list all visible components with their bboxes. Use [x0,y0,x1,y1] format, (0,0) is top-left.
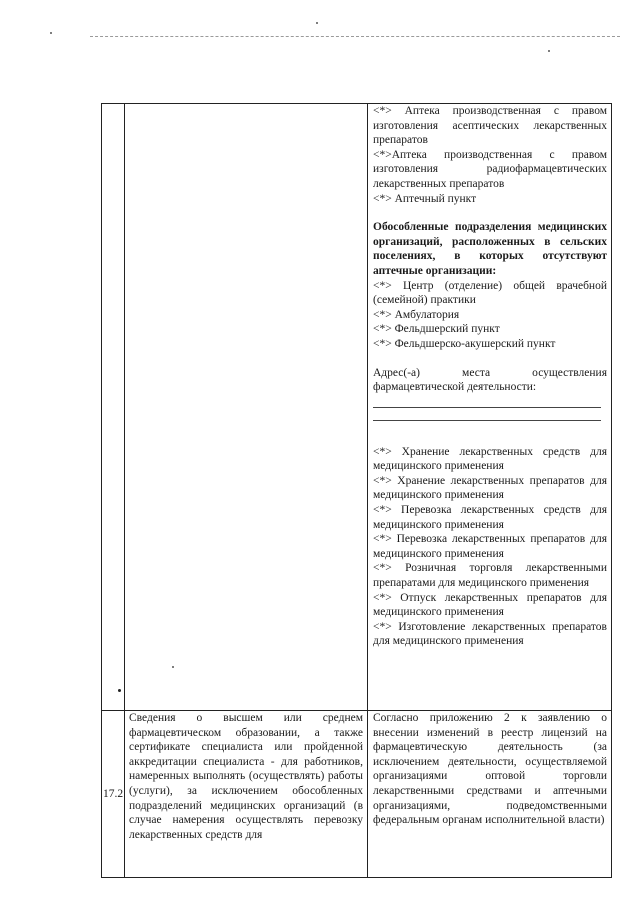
row-description [125,711,368,878]
row-description-text: Сведения о высшем или среднем фармацевтическом образовании, а также сертификате специалиста или пройденной аккредитации специалиста - для работников, намеренных выполнять (осуществлять) работы (услуги), за исключением обособленных подразделений медицинских организаций (в случае намерения осуществлять перевозку лекарственных средств для [129,712,363,841]
address-label: Адрес(-а) места осуществления фармацевтической деятельности: [373,366,607,394]
scan-speck [50,32,52,34]
address-blank-line [373,395,601,408]
scan-speck [548,50,550,52]
subdivision-item: <*> Фельдшерско-акушерский пункт [373,337,556,350]
row-value [368,711,612,878]
subdivision-item: <*> Фельдшерский пункт [373,323,500,336]
work-item: <*> Перевозка лекарственных препаратов для медицинского применения [373,533,607,560]
subdivision-item: <*> Центр (отделение) общей врачебной (семейной) практики [373,279,607,307]
subdivision-item: <*> Амбулатория [373,308,460,321]
work-item: <*> Хранение лекарственных средств для медицинского применения [373,445,607,473]
activity-item: <*> Аптечный пункт [373,192,477,205]
subdivisions-heading: Обособленные подразделения медицинских организаций, расположенных в сельских поселениях, в которых отсутствуют аптечные организации: [373,221,607,277]
work-item: <*> Хранение лекарственных препаратов для медицинского применения [373,474,607,502]
scan-mark [118,689,121,692]
address-blank-line [373,408,601,421]
work-item: <*> Перевозка лекарственных средств для медицинского применения [373,504,607,531]
activity-item: <*>Аптека производственная с правом изготовления радиофармацевтических лекарственных препаратов [373,148,607,190]
row-value-text: Согласно приложению 2 к заявлению о внесении изменений в реестр лицензий на фармацевтическую деятельность (за исключением деятельности, осуществляемой организациями оптовой торговли лекарственными средствами и аптечными организациями, подведомственными федеральным органам исполнительной власти) [373,712,607,827]
scan-artifact-line [90,36,620,37]
value-cell [368,104,612,711]
description-cell [125,104,368,711]
row-number: 17.2 [102,711,125,878]
activity-item: <*> Аптека производственная с правом изготовления асептических лекарственных препаратов [373,105,607,147]
number-cell [102,104,125,711]
document-table [101,103,612,878]
work-item: <*> Отпуск лекарственных препаратов для медицинского применения [373,591,607,619]
table-row-17-2 [102,711,612,878]
work-item: <*> Изготовление лекарственных препаратов для медицинского применения [373,620,607,648]
scan-speck [316,22,318,24]
work-item: <*> Розничная торговля лекарственными препаратами для медицинского применения [373,562,607,590]
table-row-top [102,104,612,711]
